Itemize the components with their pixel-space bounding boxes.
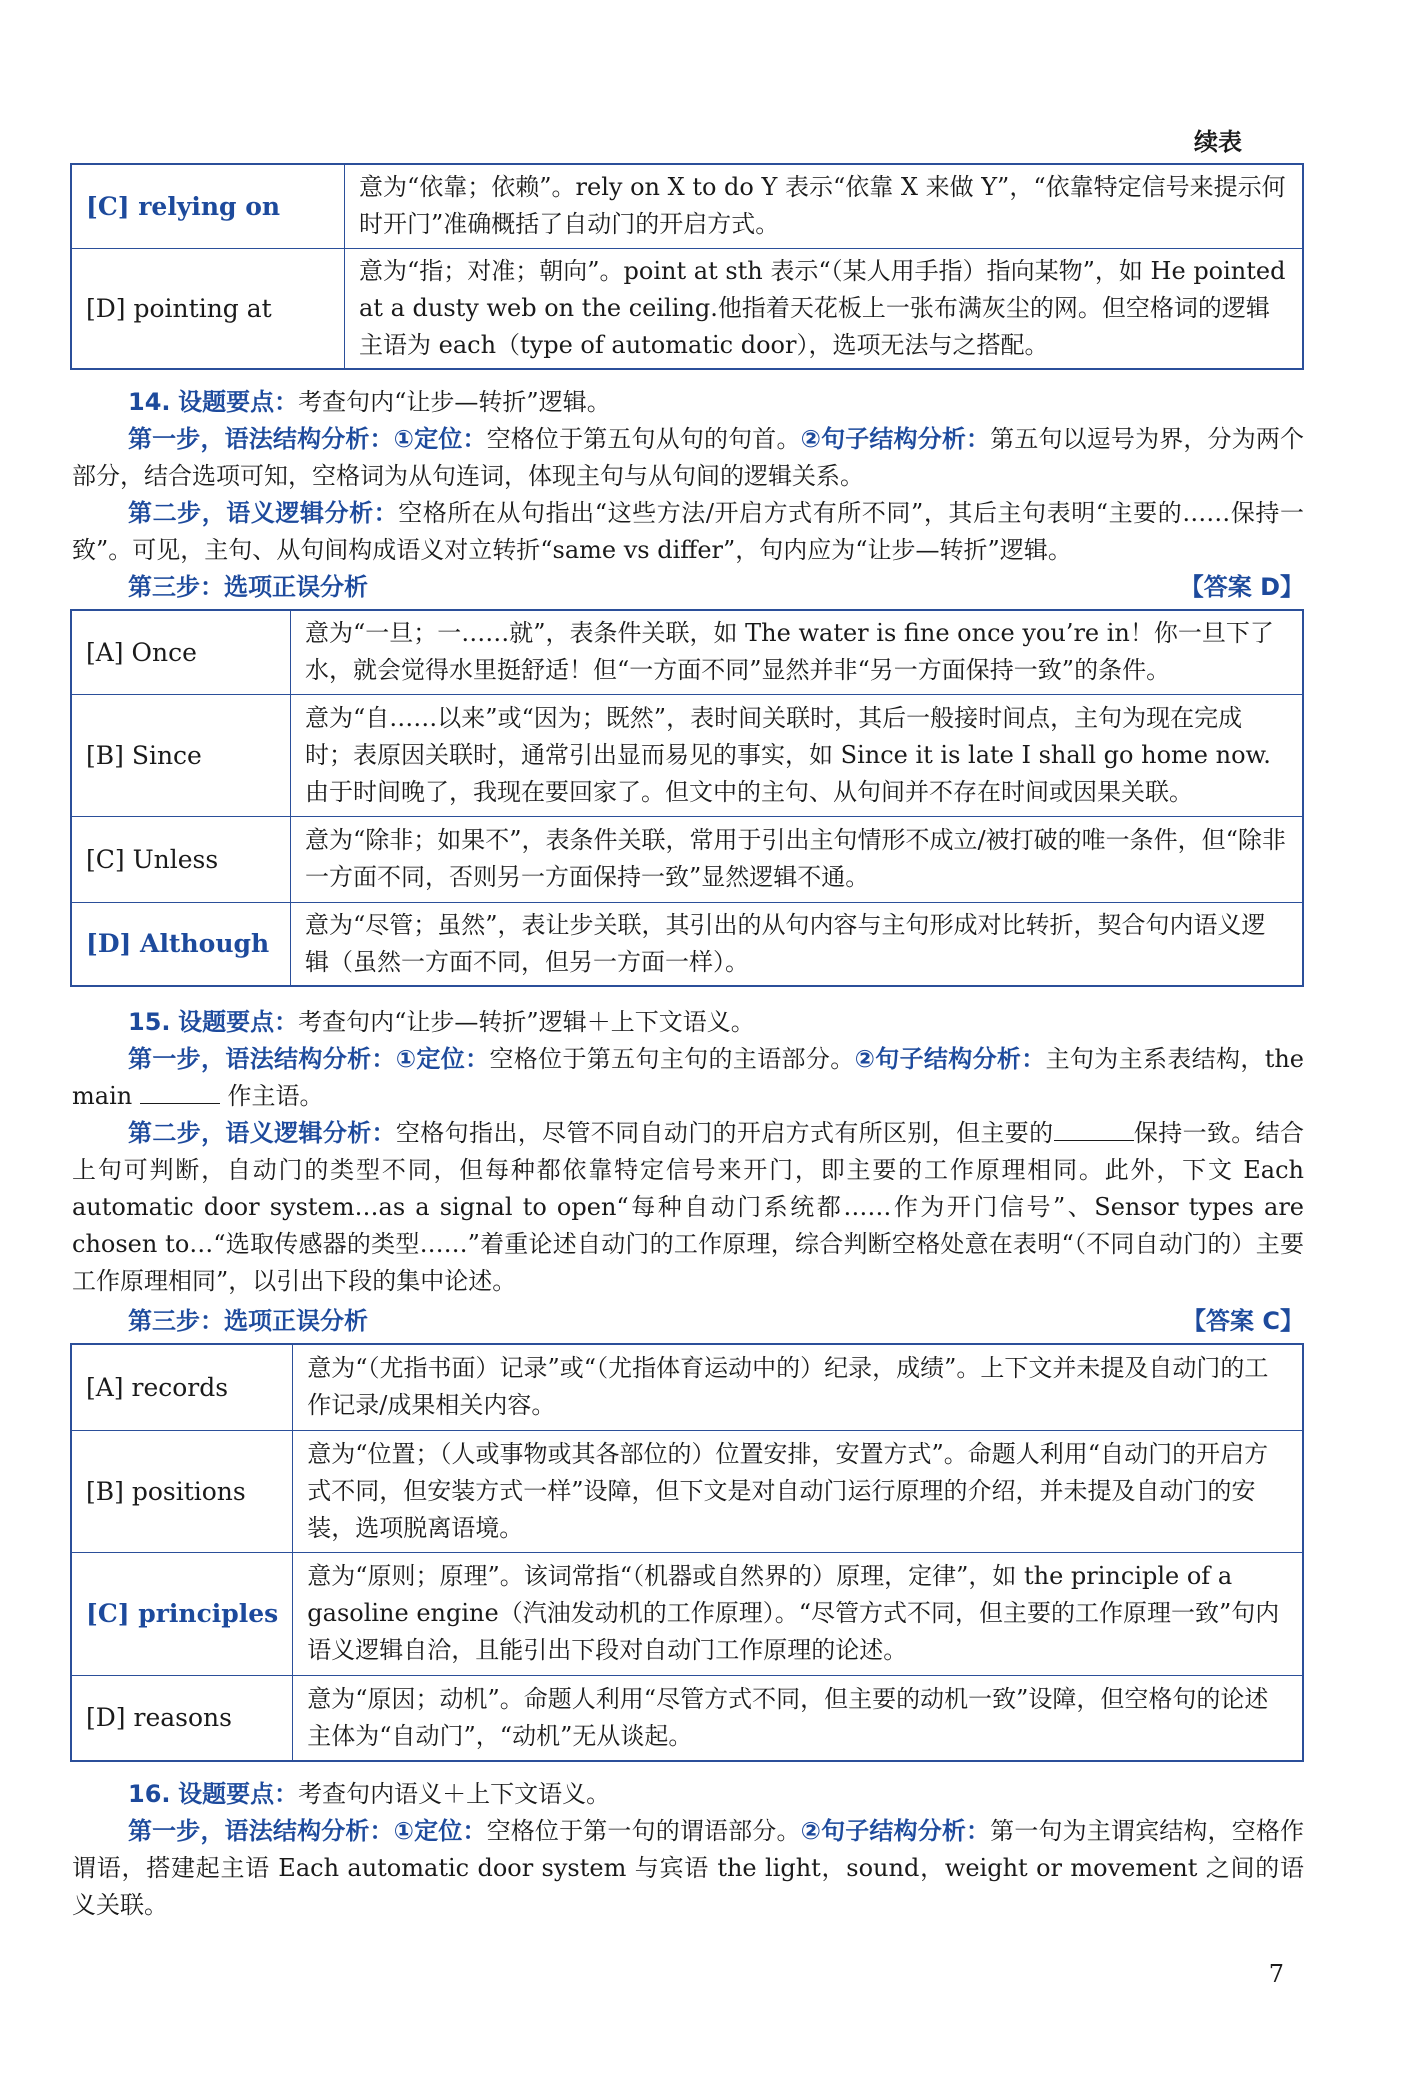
q15-step3: 第三步：选项正误分析 【答案 C】 <box>128 1303 1304 1340</box>
table-row <box>71 1552 1303 1675</box>
blank-line <box>140 1081 220 1104</box>
option-explanation: 意为“（尤指书面）记录”或“（尤指体育运动中的）纪录，成绩”。上下文并未提及自动门的工作记录/成果相关内容。 <box>293 1344 1303 1430</box>
table-row <box>71 694 1303 816</box>
table-row <box>71 1344 1303 1430</box>
q14-step2: 第二步，语义逻辑分析：空格所在从句指出“这些方法/开启方式有所不同”，其后主句表明“主要的……保持一致”。可见，主句、从句间构成语义对立转折“same vs differ”，句内应为“让步—转折”逻辑。 <box>72 499 1304 564</box>
q14-step3: 第三步：选项正误分析 【答案 D】 <box>128 569 1304 606</box>
table-row <box>71 164 1303 248</box>
continued-label: 续表 <box>1194 128 1242 156</box>
option-explanation: 意为“除非；如果不”，表条件关联，常用于引出主句情形不成立/被打破的唯一条件，但“除非一方面不同，否则另一方面保持一致”显然逻辑不通。 <box>291 816 1304 902</box>
table-row <box>71 1675 1303 1761</box>
page-number: 7 <box>1268 1960 1284 1988</box>
table-row <box>71 610 1303 694</box>
option-label: [C] relying on <box>71 164 345 248</box>
table-row <box>71 816 1303 902</box>
option-label: [C] Unless <box>71 816 291 902</box>
option-label: [C] principles <box>71 1552 293 1675</box>
q15-step1: 第一步，语法结构分析：①定位：空格位于第五句主句的主语部分。②句子结构分析：主句为主系表结构，the main 作主语。 <box>72 1045 1304 1110</box>
q16-step1: 第一步，语法结构分析：①定位：空格位于第一句的谓语部分。②句子结构分析：第一句为主谓宾结构，空格作谓语，搭建起主语 Each automatic door system 与宾语 the light，sound，weight or movement 之间的语义关联。 <box>72 1817 1305 1919</box>
q14-options-table <box>70 609 1304 987</box>
table-row <box>71 248 1303 369</box>
q15-title: 15. 设题要点：考查句内“让步—转折”逻辑＋上下文语义。 <box>128 1008 755 1036</box>
option-label: [B] Since <box>71 694 291 816</box>
option-label: [D] pointing at <box>71 248 345 369</box>
answer-badge: 【答案 D】 <box>1179 573 1304 601</box>
q15-step2: 第二步，语义逻辑分析：空格句指出，尽管不同自动门的开启方式有所区别，但主要的 保持一致。结合上句可判断，自动门的类型不同，但每种都依靠特定信号来开门，即主要的工作原理相同。此外，下文 Each automatic door system…as a signal to open“每种自动门系统都……作为开门信号”、Sensor types are chosen to…“选取传感器的类型……”着重论述自动门的工作原理，综合判断空格处意在表明“（不同自动门的）主要工作原理相同”，以引出下段的集中论述。 <box>72 1119 1305 1295</box>
option-explanation: 意为“尽管；虽然”，表让步关联，其引出的从句内容与主句形成对比转折，契合句内语义逻辑（虽然一方面不同，但另一方面一样）。 <box>291 902 1304 986</box>
q15-options-table <box>70 1343 1304 1762</box>
q14-step1: 第一步，语法结构分析：①定位：空格位于第五句从句的句首。②句子结构分析：第五句以逗号为界，分为两个部分，结合选项可知，空格词为从句连词，体现主句与从句间的逻辑关系。 <box>72 425 1305 490</box>
option-explanation: 意为“原则；原理”。该词常指“（机器或自然界的）原理，定律”，如 the principle of a gasoline engine（汽油发动机的工作原理）。“尽管方式不同，但主要的工作原理一致”句内语义逻辑自洽，且能引出下段对自动门工作原理的论述。 <box>293 1552 1303 1675</box>
option-explanation: 意为“依靠；依赖”。rely on X to do Y 表示“依靠 X 来做 Y”，“依靠特定信号来提示何时开门”准确概括了自动门的开启方式。 <box>345 164 1304 248</box>
option-explanation: 意为“原因；动机”。命题人利用“尽管方式不同，但主要的动机一致”设障，但空格句的论述主体为“自动门”，“动机”无从谈起。 <box>293 1675 1303 1761</box>
option-label: [A] records <box>71 1344 293 1430</box>
q13-options-table <box>70 163 1304 370</box>
option-explanation: 意为“自……以来”或“因为；既然”，表时间关联时，其后一般接时间点，主句为现在完成时；表原因关联时，通常引出显而易见的事实，如 Since it is late I shall go home now.由于时间晚了，我现在要回家了。但文中的主句、从句间并不存在时间或因果关联。 <box>291 694 1304 816</box>
q16-title: 16. 设题要点：考查句内语义＋上下文语义。 <box>128 1780 611 1808</box>
option-label: [B] positions <box>71 1430 293 1552</box>
option-label: [D] reasons <box>71 1675 293 1761</box>
option-explanation: 意为“一旦；一……就”，表条件关联，如 The water is fine once you’re in！你一旦下了水，就会觉得水里挺舒适！但“一方面不同”显然并非“另一方面保持一致”的条件。 <box>291 610 1304 694</box>
answer-badge: 【答案 C】 <box>1182 1307 1304 1335</box>
table-row <box>71 1430 1303 1552</box>
option-label: [A] Once <box>71 610 291 694</box>
option-label: [D] Although <box>71 902 291 986</box>
option-explanation: 意为“指；对准；朝向”。point at sth 表示“（某人用手指）指向某物”，如 He pointed at a dusty web on the ceiling.他指着天花板上一张布满灰尘的网。但空格词的逻辑主语为 each（type of automatic door），选项无法与之搭配。 <box>345 248 1304 369</box>
option-explanation: 意为“位置；（人或事物或其各部位的）位置安排，安置方式”。命题人利用“自动门的开启方式不同，但安装方式一样”设障，但下文是对自动门运行原理的介绍，并未提及自动门的安装，选项脱离语境。 <box>293 1430 1303 1552</box>
q14-title: 14. 设题要点：考查句内“让步—转折”逻辑。 <box>128 388 611 416</box>
table-row <box>71 902 1303 986</box>
blank-line <box>1054 1118 1134 1141</box>
